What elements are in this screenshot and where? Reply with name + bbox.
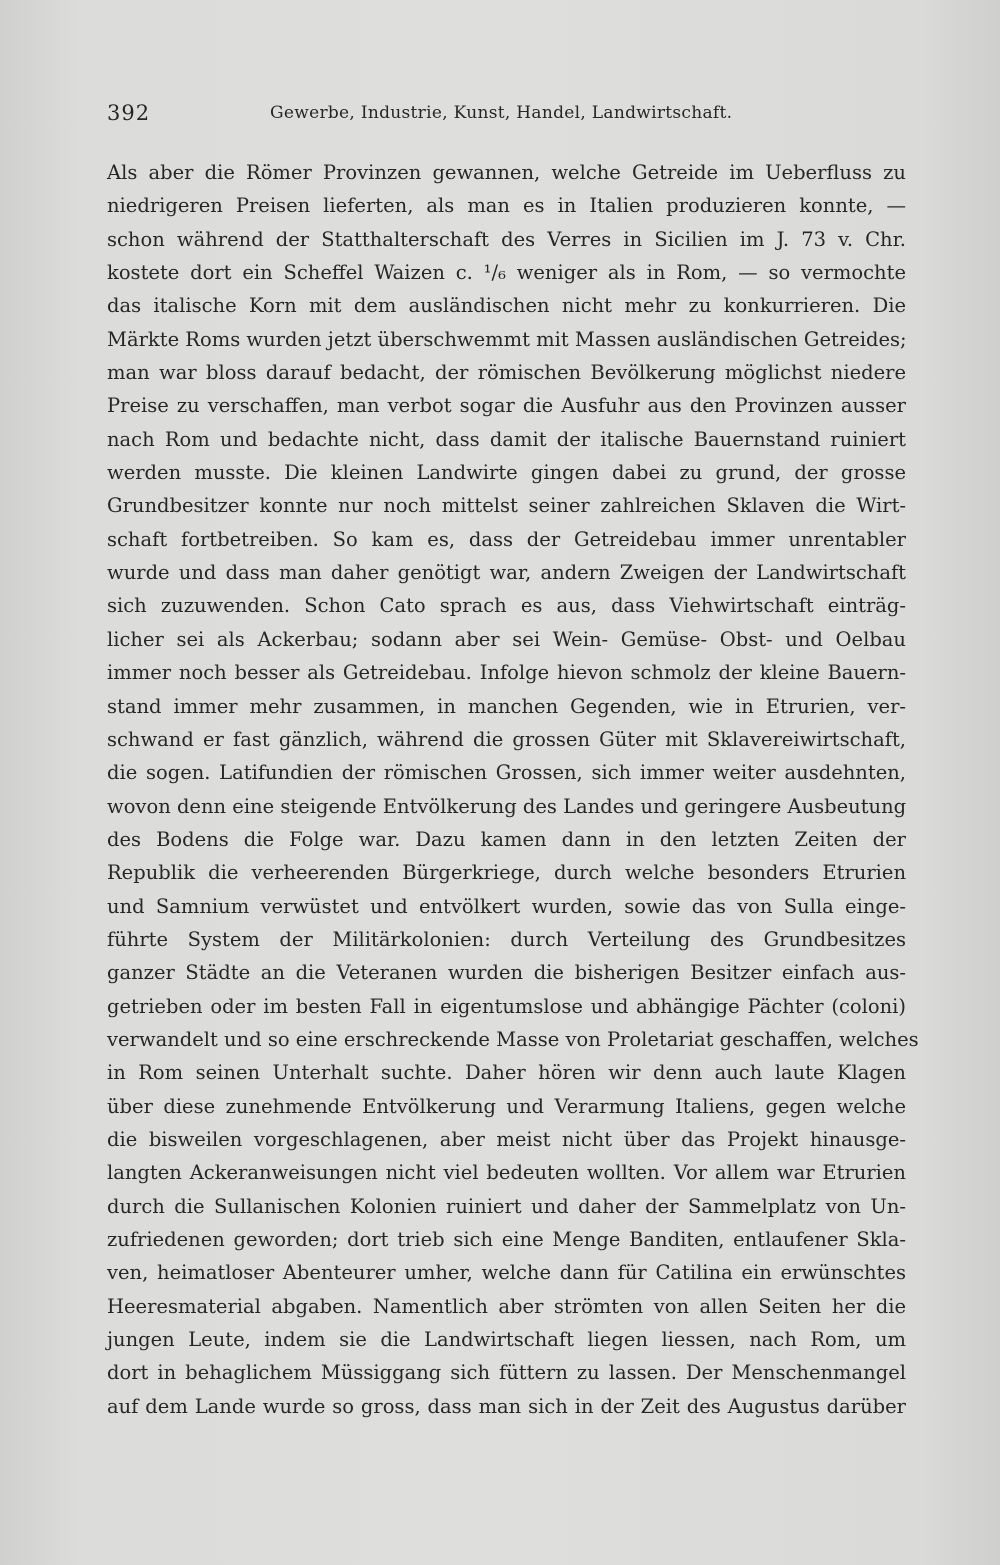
text-line: sich zuzuwenden. Schon Cato sprach es aus, dass Viehwirtschaft einträg- xyxy=(107,594,906,618)
text-line: Als aber die Römer Provinzen gewannen, welche Getreide im Ueberfluss zu xyxy=(107,161,906,184)
text-line: immer noch besser als Getreidebau. Infolge hievon schmolz der kleine Bauern- xyxy=(107,661,906,685)
text-line: des Bodens die Folge war. Dazu kamen dann in den letzten Zeiten der xyxy=(107,827,906,851)
body-text xyxy=(107,156,919,1423)
text-line: führte System der Militärkolonien: durch Verteilung des Grundbesitzes xyxy=(107,927,906,951)
text-line: über diese zunehmende Entvölkerung und Verarmung Italiens, gegen welche xyxy=(107,1094,906,1118)
text-line: getrieben oder im besten Fall in eigentumslose und abhängige Pächter (coloni) xyxy=(107,994,906,1018)
text-line: wurde und dass man daher genötigt war, andern Zweigen der Landwirtschaft xyxy=(107,561,906,585)
text-line: schon während der Statthalterschaft des Verres in Sicilien im J. 73 v. Chr. xyxy=(107,227,906,251)
text-line: Grundbesitzer konnte nur noch mittelst seiner zahlreichen Sklaven die Wirt- xyxy=(107,494,906,518)
text-line: man war bloss darauf bedacht, der römischen Bevölkerung möglichst niedere xyxy=(107,361,906,385)
text-line: dort in behaglichem Müssiggang sich füttern zu lassen. Der Menschenmangel xyxy=(107,1361,906,1385)
text-line: ganzer Städte an die Veteranen wurden die bisherigen Besitzer einfach aus- xyxy=(107,961,906,985)
text-line: wovon denn eine steigende Entvölkerung des Landes und geringere Ausbeutung xyxy=(107,794,907,818)
running-head: Gewerbe, Industrie, Kunst, Handel, Landwirtschaft. xyxy=(270,103,733,123)
text-line: ven, heimatloser Abenteurer umher, welche dann für Catilina ein erwünschtes xyxy=(107,1261,906,1285)
text-line: kostete dort ein Scheffel Waizen c. ¹/₆ weniger als in Rom, — so vermochte xyxy=(107,261,906,285)
text-line: schaft fortbetreiben. So kam es, dass der Getreidebau immer unrentabler xyxy=(107,527,906,551)
text-line: langten Ackeranweisungen nicht viel bedeuten wollten. Vor allem war Etrurien xyxy=(107,1161,906,1185)
text-line: die sogen. Latifundien der römischen Grossen, sich immer weiter ausdehnten, xyxy=(107,761,906,785)
page-number: 392 xyxy=(107,101,151,125)
text-line: werden musste. Die kleinen Landwirte gingen dabei zu grund, der grosse xyxy=(107,461,906,485)
text-line: jungen Leute, indem sie die Landwirtschaft liegen liessen, nach Rom, um xyxy=(107,1328,906,1352)
text-line: zufriedenen geworden; dort trieb sich eine Menge Banditen, entlaufener Skla- xyxy=(107,1228,906,1251)
text-line: in Rom seinen Unterhalt suchte. Daher hören wir denn auch laute Klagen xyxy=(107,1061,906,1085)
text-line: Heeresmaterial abgaben. Namentlich aber strömten von allen Seiten her die xyxy=(107,1294,906,1318)
text-line: stand immer mehr zusammen, in manchen Gegenden, wie in Etrurien, ver- xyxy=(107,694,906,718)
text-line: und Samnium verwüstet und entvölkert wurden, sowie das von Sulla einge- xyxy=(107,894,906,918)
text-line: niedrigeren Preisen lieferten, als man es in Italien produzieren konnte, — xyxy=(107,194,906,218)
text-line: das italische Korn mit dem ausländischen nicht mehr zu konkurrieren. Die xyxy=(107,294,906,318)
text-line: schwand er fast gänzlich, während die grossen Güter mit Sklavereiwirtschaft, xyxy=(107,727,906,751)
text-line: Republik die verheerenden Bürgerkriege, durch welche besonders Etrurien xyxy=(107,861,906,885)
text-line: durch die Sullanischen Kolonien ruiniert und daher der Sammelplatz von Un- xyxy=(107,1194,906,1218)
page-header xyxy=(107,101,907,131)
text-line: die bisweilen vorgeschlagenen, aber meist nicht über das Projekt hinausge- xyxy=(107,1127,906,1151)
text-line: Märkte Roms wurden jetzt überschwemmt mit Massen ausländischen Getreides; xyxy=(107,327,907,351)
text-line: Preise zu verschaffen, man verbot sogar die Ausfuhr aus den Provinzen ausser xyxy=(107,394,906,418)
text-line: verwandelt und so eine erschreckende Masse von Proletariat geschaffen, welches xyxy=(107,1027,919,1051)
text-line: nach Rom und bedachte nicht, dass damit der italische Bauernstand ruiniert xyxy=(107,427,906,451)
text-line: auf dem Lande wurde so gross, dass man sich in der Zeit des Augustus darüber xyxy=(107,1394,906,1418)
text-line: licher sei als Ackerbau; sodann aber sei Wein- Gemüse- Obst- und Oelbau xyxy=(107,627,906,651)
